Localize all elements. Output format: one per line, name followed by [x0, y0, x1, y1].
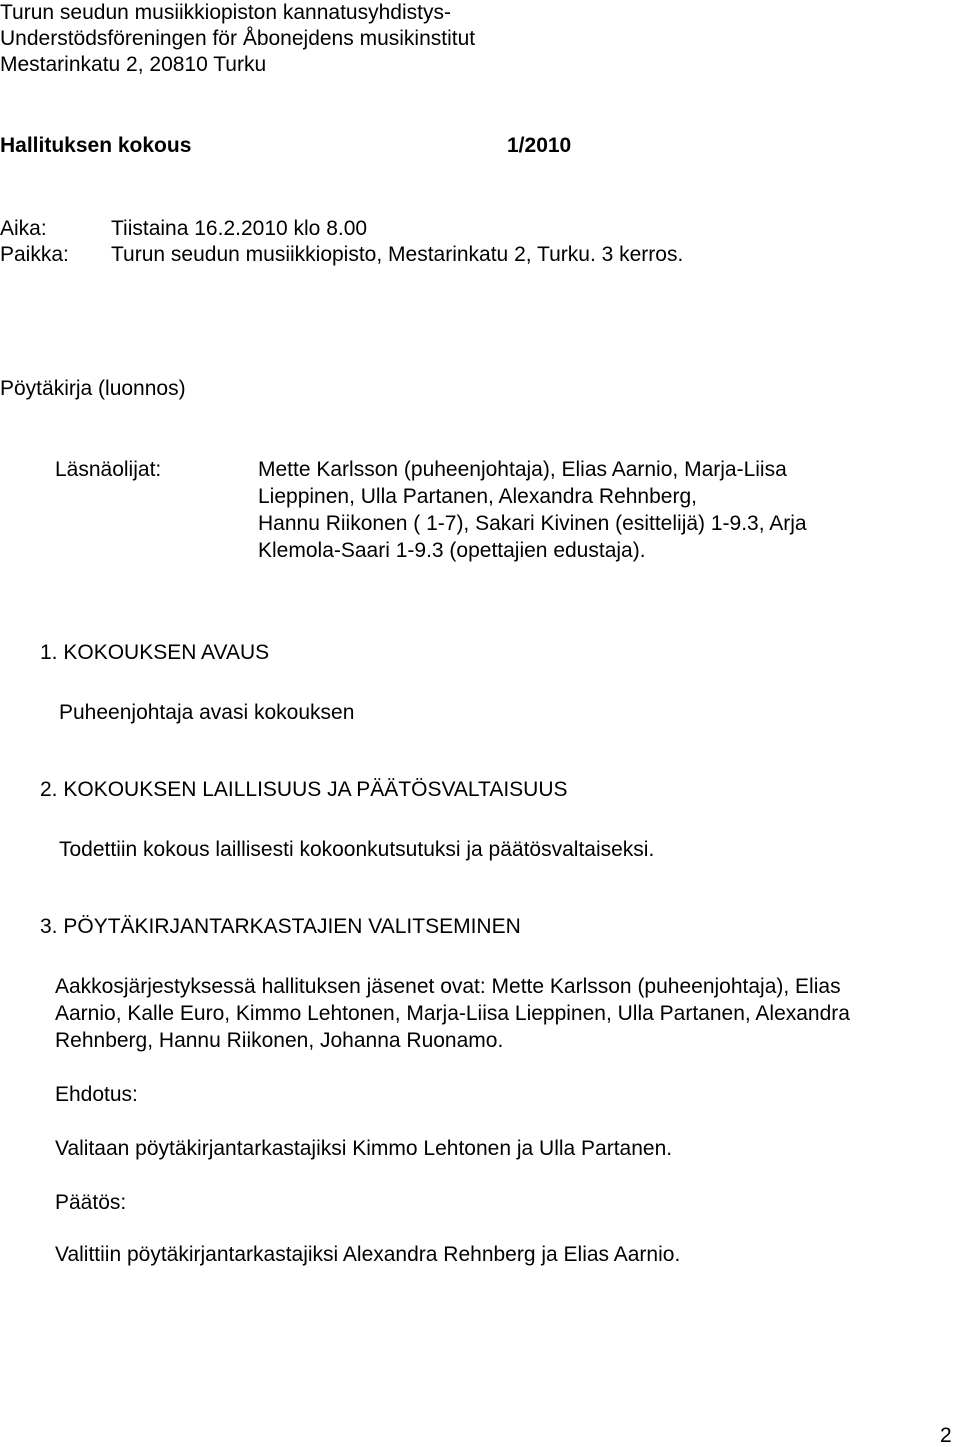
decision-label: Päätös: — [55, 1191, 127, 1214]
section-2-heading: 2. KOKOUKSEN LAILLISUUS JA PÄÄTÖSVALTAISUUS — [40, 778, 568, 801]
place-label: Paikka: — [0, 243, 69, 266]
proposal-text: Valitaan pöytäkirjantarkastajiksi Kimmo Lehtonen ja Ulla Partanen. — [55, 1137, 673, 1160]
proposal-label: Ehdotus: — [55, 1083, 138, 1106]
section-3-members-line: Rehnberg, Hannu Riikonen, Johanna Ruonamo. — [55, 1029, 504, 1052]
organization-name-line1: Turun seudun musiikkiopiston kannatusyhdistys- — [0, 1, 451, 24]
decision-text: Valittiin pöytäkirjantarkastajiksi Alexandra Rehnberg ja Elias Aarnio. — [55, 1243, 681, 1266]
minutes-title: Pöytäkirja (luonnos) — [0, 377, 186, 400]
page-number: 2 — [940, 1424, 952, 1447]
attendees-label: Läsnäolijat: — [55, 458, 162, 481]
section-3-members-line: Aarnio, Kalle Euro, Kimmo Lehtonen, Marja-Liisa Lieppinen, Ulla Partanen, Alexandra — [55, 1002, 850, 1025]
section-3-heading: 3. PÖYTÄKIRJANTARKASTAJIEN VALITSEMINEN — [40, 915, 521, 938]
attendees-line: Hannu Riikonen ( 1-7), Sakari Kivinen (esittelijä) 1-9.3, Arja — [258, 512, 807, 535]
section-1-heading: 1. KOKOUKSEN AVAUS — [40, 641, 270, 664]
time-value: Tiistaina 16.2.2010 klo 8.00 — [111, 217, 368, 240]
section-1-body: Puheenjohtaja avasi kokouksen — [59, 701, 355, 724]
organization-name-line2: Understödsföreningen för Åbonejdens musikinstitut — [0, 27, 476, 50]
meeting-number: 1/2010 — [507, 134, 572, 157]
attendees-line: Mette Karlsson (puheenjohtaja), Elias Aarnio, Marja-Liisa — [258, 458, 787, 481]
section-2-body: Todettiin kokous laillisesti kokoonkutsutuksi ja päätösvaltaiseksi. — [59, 838, 655, 861]
time-label: Aika: — [0, 217, 47, 240]
meeting-title: Hallituksen kokous — [0, 134, 192, 157]
attendees-line: Klemola-Saari 1-9.3 (opettajien edustaja). — [258, 539, 646, 562]
organization-address: Mestarinkatu 2, 20810 Turku — [0, 53, 267, 76]
section-3-members-line: Aakkosjärjestyksessä hallituksen jäsenet ovat: Mette Karlsson (puheenjohtaja), Elias — [55, 975, 841, 998]
place-value: Turun seudun musiikkiopisto, Mestarinkatu 2, Turku. 3 kerros. — [111, 243, 684, 266]
attendees-line: Lieppinen, Ulla Partanen, Alexandra Rehnberg, — [258, 485, 697, 508]
